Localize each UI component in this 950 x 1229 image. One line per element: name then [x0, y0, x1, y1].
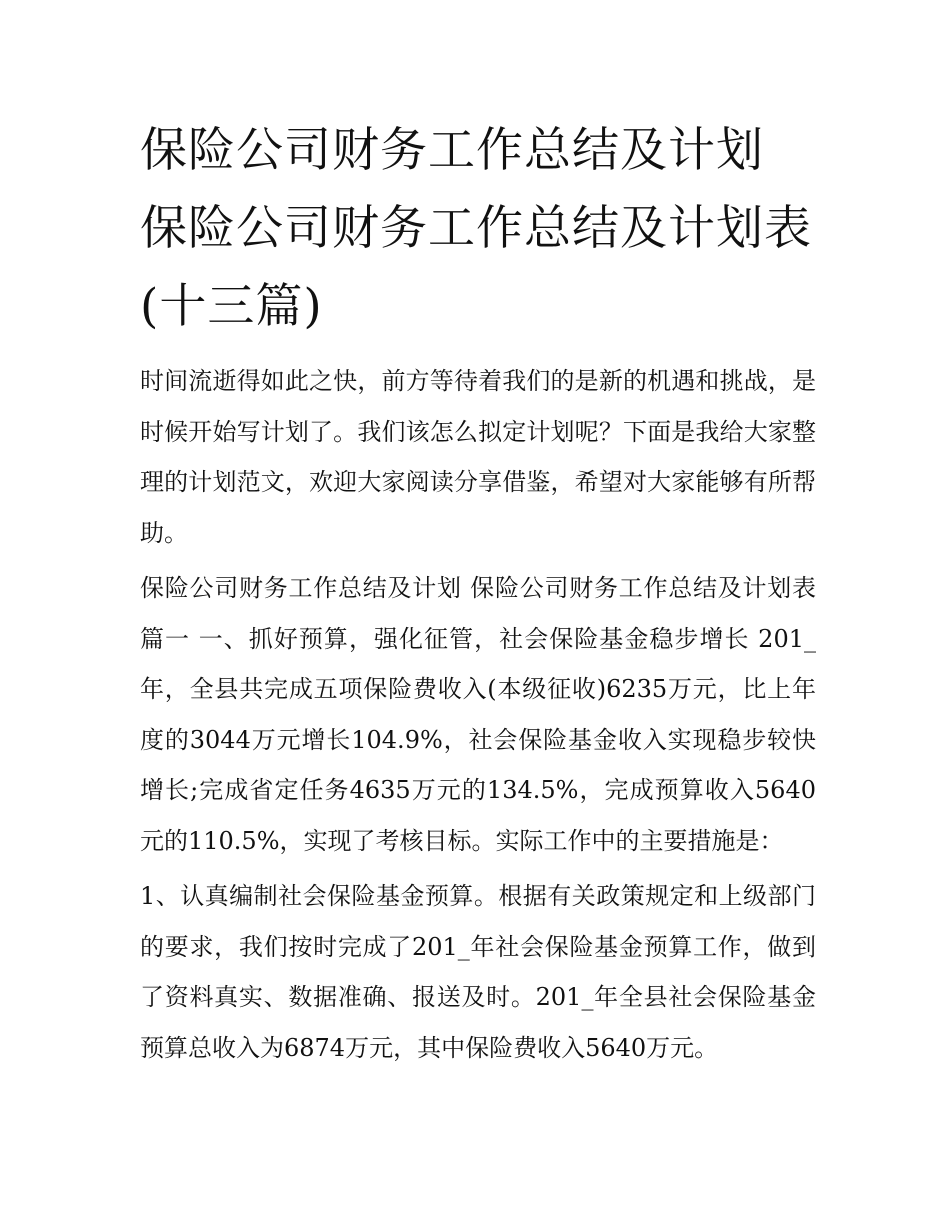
intro-paragraph: 时间流逝得如此之快，前方等待着我们的是新的机遇和挑战，是时候开始写计划了。我们该怎么拟定计划呢？下面是我给大家整理的计划范文，欢迎大家阅读分享借鉴，希望对大家能够有所帮助。	[140, 367, 816, 547]
document-title: 保险公司财务工作总结及计划 保险公司财务工作总结及计划表(十三篇)	[140, 123, 812, 334]
document-page	[140, 112, 816, 1073]
section-paragraph: 保险公司财务工作总结及计划 保险公司财务工作总结及计划表篇一 一、抓好预算，强化征管，社会保险基金稳步增长 201_年，全县共完成五项保险费收入(本级征收)6235万元，比上年度的3044万元增长104.9%，社会保险基金收入实现稳步较快增长;完成省定任务4635万元的134.5%，完成预算收入5640元的110.5%，实现了考核目标。实际工作中的主要措施是：	[140, 574, 816, 855]
list-item-paragraph: 1、认真编制社会保险基金预算。根据有关政策规定和上级部门的要求，我们按时完成了201_年社会保险基金预算工作，做到了资料真实、数据准确、报送及时。201_年全县社会保险基金预算总收入为6874万元，其中保险费收入5640万元。	[140, 882, 816, 1062]
